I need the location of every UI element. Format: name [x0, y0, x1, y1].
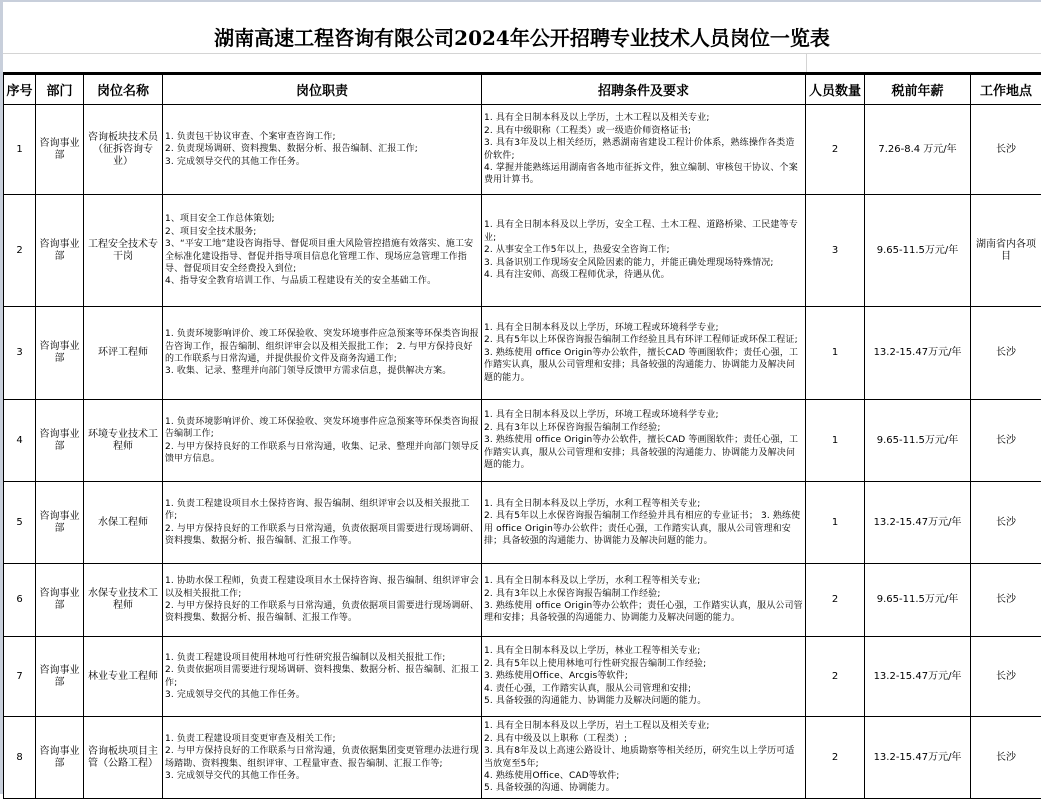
table-row — [4, 105, 1041, 195]
duty-line: 3. 完成领导交代的其他工作任务。 — [165, 689, 479, 701]
duty-line: 2. 负责依据项目需要进行现场调研、资料搜集、数据分析、报告编制、汇报工作; — [165, 664, 479, 689]
requirement-line: 1. 具有全日制本科及以上学历，水利工程等相关专业; — [484, 498, 803, 510]
duty-line: 3、“平安工地”建设咨询指导、督促项目重大风险管控措施有效落实、施工安全标准化建设指导、督促并指导项目信息化管理工作、现场应急管理工作指导、督促项目安全经费投入到位; — [165, 238, 479, 275]
cell-salary[interactable]: 13.2-15.47万元/年 — [865, 307, 971, 400]
requirement-line: 2. 从事安全工作5年以上，热爱安全咨询工作; — [484, 244, 803, 256]
duty-line: 1、项目安全工作总体策划; — [165, 213, 479, 225]
requirement-line: 4. 具有注安师、高级工程师优录，待遇从优。 — [484, 269, 803, 281]
requirement-line: 3. 熟练使用 office Origin等办公软件；责任心强，工作踏实认真，服从公司管理和安排；具备较强的沟通能力、协调能力及解决问题的能力。 — [484, 600, 803, 625]
cell-no[interactable]: 6 — [4, 564, 36, 637]
cell-count[interactable]: 2 — [806, 105, 865, 195]
cell-position[interactable]: 水保专业技术工程师 — [84, 564, 163, 637]
table-row — [4, 307, 1041, 400]
cell-position[interactable]: 工程安全技术专干岗 — [84, 195, 163, 307]
duty-line: 3. 完成领导交代的其他工作任务。 — [165, 770, 479, 782]
cell-salary[interactable]: 9.65-11.5万元/年 — [865, 400, 971, 482]
requirement-line: 3. 熟练使用 office Origin等办公软件，擅长CAD 等画图软件；责任心强，工作踏实认真，服从公司管理和安排；具备较强的沟通能力、协调能力及解决问题的能力。 — [484, 434, 803, 471]
cell-position[interactable]: 环评工程师 — [84, 307, 163, 400]
header-no[interactable]: 序号 — [4, 75, 36, 105]
cell-salary[interactable]: 7.26-8.4 万元/年 — [865, 105, 971, 195]
duty-line: 1. 负责环境影响评价、竣工环保验收、突发环境事件应急预案等环保类咨询报告咨询工作，报告编制、组织评审会以及相关报批工作； 2. 与甲方保持良好的工作联系与日常沟通，并提供报价文件及商务沟通工作; — [165, 328, 479, 365]
cell-location[interactable]: 长沙 — [971, 482, 1041, 564]
cell-location[interactable]: 湖南省内各项目 — [971, 195, 1041, 307]
duty-line: 2. 与甲方保持良好的工作联系与日常沟通，收集、记录、整理并向部门领导反馈甲方信息。 — [165, 441, 479, 466]
duty-line: 1. 负责工程建设项目水土保持咨询、报告编制、组织评审会以及相关报批工作; — [165, 498, 479, 523]
blank-row[interactable] — [3, 54, 1041, 74]
header-duties[interactable]: 岗位职责 — [163, 75, 482, 105]
cell-salary[interactable]: 9.65-11.5万元/年 — [865, 195, 971, 307]
cell-requirements[interactable] — [482, 307, 806, 400]
cell-requirements[interactable] — [482, 717, 806, 799]
cell-count[interactable]: 1 — [806, 400, 865, 482]
requirement-line: 1. 具有全日制本科及以上学历，林业工程等相关专业; — [484, 645, 803, 657]
cell-count[interactable]: 2 — [806, 637, 865, 717]
requirement-line: 1. 具有全日制本科及以上学历，环境工程或环境科学专业; — [484, 409, 803, 421]
cell-dept[interactable]: 咨询事业部 — [36, 482, 84, 564]
table-row — [4, 637, 1041, 717]
cell-dept[interactable]: 咨询事业部 — [36, 307, 84, 400]
duty-line: 3. 收集、记录、整理并向部门领导反馈甲方需求信息，提供解决方案。 — [165, 365, 479, 377]
header-location[interactable]: 工作地点 — [971, 75, 1041, 105]
requirement-line: 3. 熟练使用 office Origin等办公软件，擅长CAD 等画图软件；责任心强，工作踏实认真，服从公司管理和安排；具备较强的沟通能力、协调能力及解决问题的能力。 — [484, 347, 803, 384]
cell-duties[interactable] — [163, 564, 482, 637]
requirement-line: 4. 熟练使用Office、CAD等软件; — [484, 770, 803, 782]
cell-no[interactable]: 4 — [4, 400, 36, 482]
cell-dept[interactable]: 咨询事业部 — [36, 564, 84, 637]
duty-line: 1. 负责环境影响评价、竣工环保验收、突发环境事件应急预案等环保类咨询报告编制工作; — [165, 416, 479, 441]
requirement-line: 2. 具有5年以上水保咨询报告编制工作经验并具有相应的专业证书； 3. 熟练使用 office Origin等办公软件；责任心强，工作踏实认真，服从公司管理和安排；具备较强的沟通能力、协调能力及解决问题的能力。 — [484, 510, 803, 547]
duty-line: 3. 完成领导交代的其他工作任务。 — [165, 156, 479, 168]
cell-location[interactable]: 长沙 — [971, 717, 1041, 799]
cell-duties[interactable] — [163, 105, 482, 195]
duty-line: 2. 负责现场调研、资料搜集、数据分析、报告编制、汇报工作; — [165, 143, 479, 155]
cell-count[interactable]: 3 — [806, 195, 865, 307]
requirement-line: 5. 具备较强的沟通、协调能力。 — [484, 782, 803, 794]
cell-location[interactable]: 长沙 — [971, 105, 1041, 195]
cell-location[interactable]: 长沙 — [971, 564, 1041, 637]
duty-line: 2、项目安全技术服务; — [165, 226, 479, 238]
page-title: 湖南高速工程咨询有限公司2024年公开招聘专业技术人员岗位一览表 — [3, 22, 1041, 51]
duty-line: 2. 与甲方保持良好的工作联系与日常沟通，负责依据集团变更管理办法进行现场踏勘、资料搜集、组织评审、工程量审查、报告编制、汇报工作等; — [165, 745, 479, 770]
cell-dept[interactable]: 咨询事业部 — [36, 717, 84, 799]
cell-requirements[interactable] — [482, 564, 806, 637]
duty-line: 1. 负责工程建设项目使用林地可行性研究报告编制以及相关报批工作; — [165, 652, 479, 664]
header-row — [4, 75, 1041, 105]
requirement-line: 1. 具有全日制本科及以上学历，土木工程以及相关专业; — [484, 112, 803, 124]
cell-requirements[interactable] — [482, 637, 806, 717]
table-row — [4, 482, 1041, 564]
requirement-line: 2. 具有3年以上水保咨询报告编制工作经验; — [484, 588, 803, 600]
cell-no[interactable]: 5 — [4, 482, 36, 564]
cell-location[interactable]: 长沙 — [971, 637, 1041, 717]
cell-dept[interactable]: 咨询事业部 — [36, 105, 84, 195]
table-row — [4, 400, 1041, 482]
cell-no[interactable]: 7 — [4, 637, 36, 717]
requirement-line: 1. 具有全日制本科及以上学历，环境工程或环境科学专业; — [484, 322, 803, 334]
cell-no[interactable]: 2 — [4, 195, 36, 307]
requirement-line: 1. 具有全日制本科及以上学历，安全工程、土木工程、道路桥梁、工民建等专业; — [484, 219, 803, 244]
cell-requirements[interactable] — [482, 105, 806, 195]
duty-line: 1. 负责包干协议审查、个案审查咨询工作; — [165, 131, 479, 143]
cell-no[interactable]: 1 — [4, 105, 36, 195]
cell-count[interactable]: 1 — [806, 482, 865, 564]
requirement-line: 1. 具有全日制本科及以上学历，水利工程等相关专业; — [484, 575, 803, 587]
cell-position[interactable]: 咨询板块项目主管（公路工程） — [84, 717, 163, 799]
cell-requirements[interactable] — [482, 400, 806, 482]
header-count[interactable]: 人员数量 — [806, 75, 865, 105]
requirement-line: 3. 熟练使用Office、Arcgis等软件; — [484, 670, 803, 682]
header-position[interactable]: 岗位名称 — [84, 75, 163, 105]
requirement-line: 2. 具有中级职称（工程类）或一级造价师资格证书; — [484, 125, 803, 137]
requirement-line: 2. 具有3年以上环保咨询报告编制工作经验; — [484, 422, 803, 434]
duty-line: 1. 负责工程建设项目变更审查及相关工作; — [165, 733, 479, 745]
header-dept[interactable]: 部门 — [36, 75, 84, 105]
cell-dept[interactable]: 咨询事业部 — [36, 400, 84, 482]
requirement-line: 2. 具有中级及以上职称（工程类）; — [484, 733, 803, 745]
cell-position[interactable]: 林业专业工程师 — [84, 637, 163, 717]
cell-location[interactable]: 长沙 — [971, 307, 1041, 400]
cell-position[interactable]: 咨询板块技术员（征拆咨询专业） — [84, 105, 163, 195]
cell-duties[interactable] — [163, 717, 482, 799]
cell-count[interactable]: 1 — [806, 307, 865, 400]
cell-salary[interactable]: 13.2-15.47万元/年 — [865, 717, 971, 799]
table-row — [4, 717, 1041, 799]
table-row — [4, 195, 1041, 307]
requirement-line: 4. 责任心强，工作踏实认真，服从公司管理和安排; — [484, 683, 803, 695]
title-row[interactable] — [3, 2, 1041, 54]
cell-count[interactable]: 2 — [806, 564, 865, 637]
requirement-line: 3. 具备识别工作现场安全风险因素的能力，并能正确处理现场特殊情况; — [484, 257, 803, 269]
cell-duties[interactable] — [163, 307, 482, 400]
table-row — [4, 564, 1041, 637]
duty-line: 1. 协助水保工程师，负责工程建设项目水土保持咨询、报告编制、组织评审会以及相关报批工作; — [165, 575, 479, 600]
duty-line: 2. 与甲方保持良好的工作联系与日常沟通，负责依据项目需要进行现场调研、资料搜集、数据分析、报告编制、汇报工作等。 — [165, 600, 479, 625]
requirement-line: 2. 具有5年以上使用林地可行性研究报告编制工作经验; — [484, 658, 803, 670]
cell-salary[interactable]: 13.2-15.47万元/年 — [865, 637, 971, 717]
cell-no[interactable]: 3 — [4, 307, 36, 400]
cell-duties[interactable] — [163, 637, 482, 717]
cell-position[interactable]: 环境专业技术工程师 — [84, 400, 163, 482]
cell-dept[interactable]: 咨询事业部 — [36, 195, 84, 307]
cell-dept[interactable]: 咨询事业部 — [36, 637, 84, 717]
cell-duties[interactable] — [163, 195, 482, 307]
cell-requirements[interactable] — [482, 482, 806, 564]
cell-duties[interactable] — [163, 400, 482, 482]
cell-location[interactable]: 长沙 — [971, 400, 1041, 482]
header-salary[interactable]: 税前年薪 — [865, 75, 971, 105]
cell-duties[interactable] — [163, 482, 482, 564]
cell-count[interactable]: 2 — [806, 717, 865, 799]
requirement-line: 3. 具有3年及以上相关经历，熟悉湖南省建设工程计价体系，熟练操作各类造价软件; — [484, 137, 803, 162]
requirement-line: 2. 具有5年以上环保咨询报告编制工作经验且具有环评工程师证或环保工程证; — [484, 334, 803, 346]
duty-line: 2. 与甲方保持良好的工作联系与日常沟通，负责依据项目需要进行现场调研、资料搜集、数据分析、报告编制、汇报工作等。 — [165, 523, 479, 548]
cell-salary[interactable]: 9.65-11.5万元/年 — [865, 564, 971, 637]
header-requirements[interactable]: 招聘条件及要求 — [482, 75, 806, 105]
cell-requirements[interactable] — [482, 195, 806, 307]
cell-no[interactable]: 8 — [4, 717, 36, 799]
requirement-line: 4. 掌握并能熟练运用湖南省各地市征拆文件，独立编制、审核包干协议、个案费用计算书。 — [484, 162, 803, 187]
duty-line: 4、指导安全教育培训工作、与品质工程建设有关的安全基础工作。 — [165, 275, 479, 287]
positions-table — [3, 74, 1041, 799]
requirement-line: 5. 具备较强的沟通能力、协调能力及解决问题的能力。 — [484, 695, 803, 707]
cell-position[interactable]: 水保工程师 — [84, 482, 163, 564]
requirement-line: 1. 具有全日制本科及以上学历，岩土工程以及相关专业; — [484, 720, 803, 732]
gridline — [806, 54, 807, 72]
cell-salary[interactable]: 13.2-15.47万元/年 — [865, 482, 971, 564]
requirement-line: 3. 具有8年及以上高速公路设计、地质勘察等相关经历，研究生以上学历可适当放宽至5年; — [484, 745, 803, 770]
